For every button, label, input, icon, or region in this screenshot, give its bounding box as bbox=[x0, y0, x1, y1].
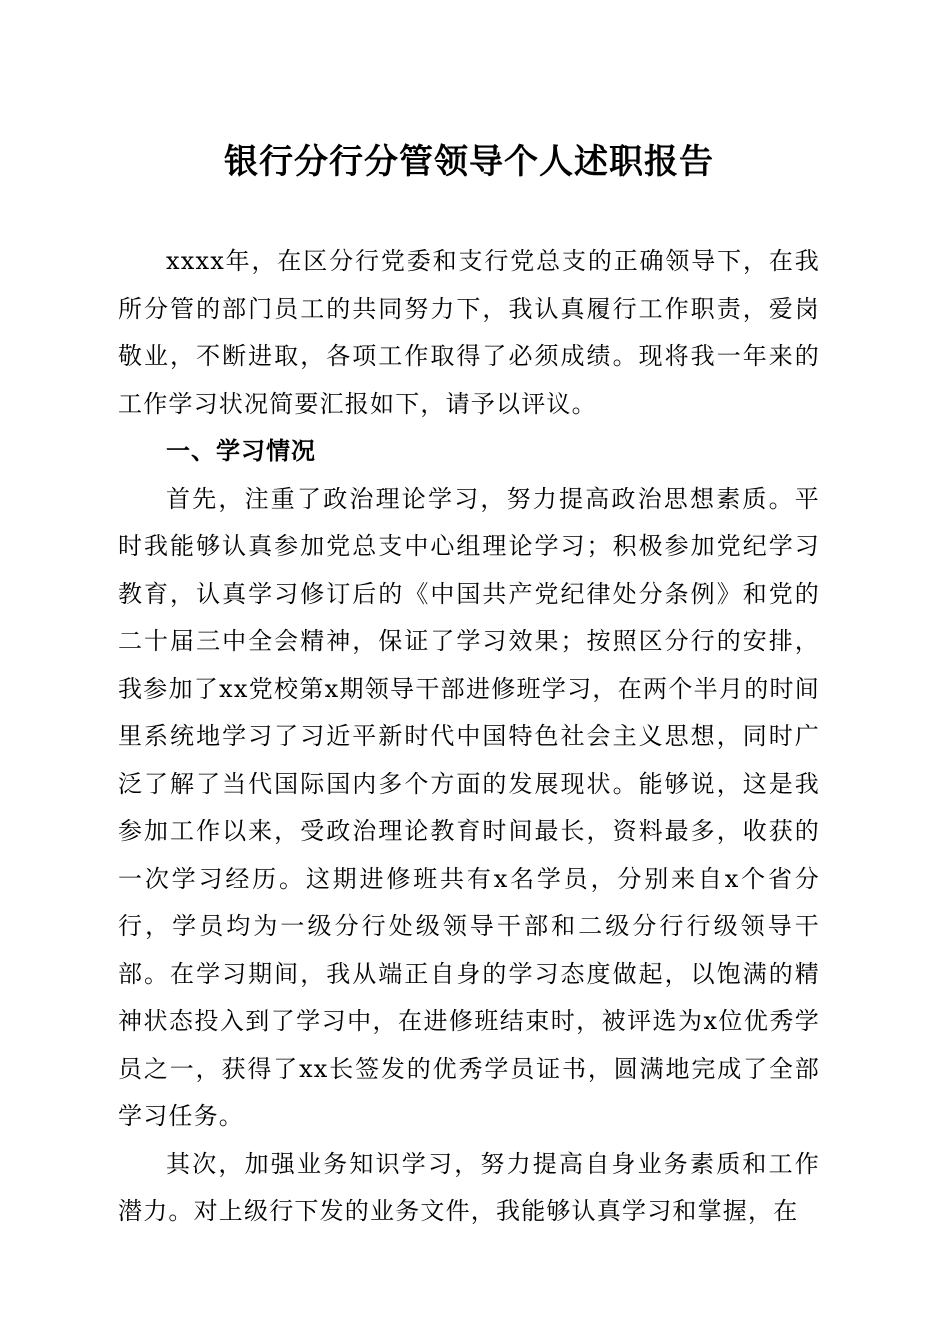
intro-paragraph: xxxx年，在区分行党委和支行党总支的正确领导下，在我所分管的部门员工的共同努力下，我认真履行工作职责，爱岗敬业，不断进取，各项工作取得了必须成绩。现将我一年来的工作学习状况简要汇报如下，请予以评议。 bbox=[118, 247, 820, 418]
document-body bbox=[118, 238, 820, 1236]
body-paragraph: 首先，注重了政治理论学习，努力提高政治思想素质。平时我能够认真参加党总支中心组理论学习；积极参加党纪学习教育，认真学习修订后的《中国共产党纪律处分条例》和党的二十届三中全会精神，保证了学习效果；按照区分行的安排，我参加了xx党校第x期领导干部进修班学习，在两个半月的时间里系统地学习了习近平新时代中国特色社会主义思想，同时广泛了解了当代国际国内多个方面的发展现状。能够说，这是我参加工作以来，受政治理论教育时间最长，资料最多，收获的一次学习经历。这期进修班共有x名学员，分别来自x个省分行，学员均为一级分行处级领导干部和二级分行行级领导干部。在学习期间，我从端正自身的学习态度做起，以饱满的精神状态投入到了学习中，在进修班结束时，被评选为x位优秀学员之一，获得了xx长签发的优秀学员证书，圆满地完成了全部学习任务。 bbox=[118, 484, 820, 1130]
section-heading: 一、学习情况 bbox=[166, 437, 316, 465]
body-paragraph: 其次，加强业务知识学习，努力提高自身业务素质和工作潜力。对上级行下发的业务文件，我能够认真学习和掌握，在 bbox=[118, 1149, 820, 1225]
document-title: 银行分行分管领导个人述职报告 bbox=[224, 142, 714, 182]
